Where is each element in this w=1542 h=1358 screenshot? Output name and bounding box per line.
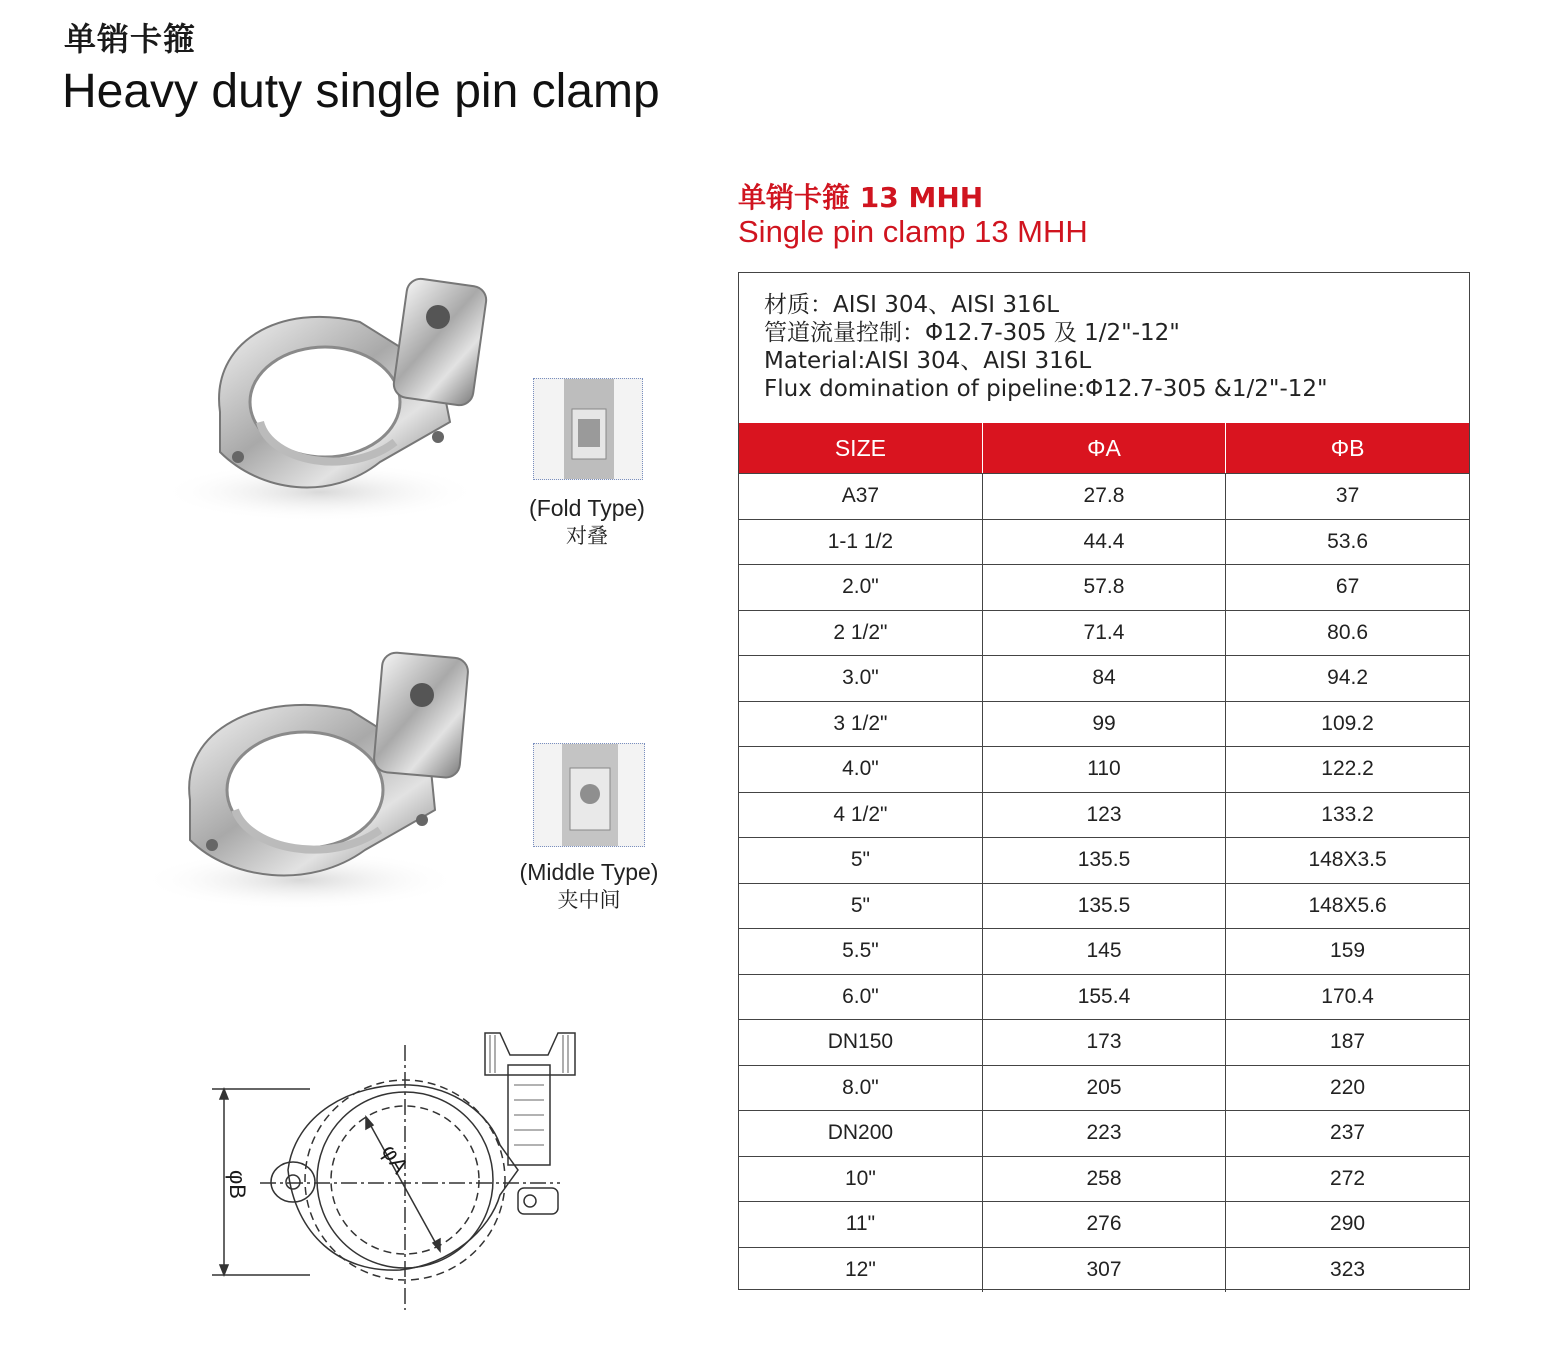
column-header-diameter-b: ΦB (1226, 423, 1469, 474)
product-title: Single pin clamp 13 MHH (738, 214, 1088, 249)
size-cell: 4 1/2" (739, 792, 982, 838)
size-cell: 3.0" (739, 656, 982, 702)
diameter-a-cell: 276 (982, 1202, 1225, 1248)
diameter-b-cell: 187 (1226, 1020, 1469, 1066)
size-cell: 2 1/2" (739, 610, 982, 656)
table-row (739, 883, 1469, 929)
diameter-a-cell: 155.4 (982, 974, 1225, 1020)
table-row (739, 1202, 1469, 1248)
diameter-a-cell: 205 (982, 1065, 1225, 1111)
size-cell: 4.0" (739, 747, 982, 793)
fold-type-label: (Fold Type) (529, 495, 645, 521)
table-row (739, 656, 1469, 702)
diameter-b-cell: 122.2 (1226, 747, 1469, 793)
column-header-diameter-a: ΦA (982, 423, 1225, 474)
diameter-b-cell: 323 (1330, 1257, 1366, 1281)
table-row (739, 519, 1469, 565)
column-header-size: SIZE (739, 423, 982, 474)
diameter-a-cell: 307 (982, 1247, 1225, 1292)
size-cell: 10" (739, 1156, 982, 1202)
page-title-chinese: 单销卡箍 (64, 20, 197, 58)
spec-line-flux-en: Flux domination of pipeline:Φ12.7-305 &1/2"-12" (764, 376, 1328, 402)
middle-type-detail-thumbnail (533, 743, 645, 847)
diameter-a-cell: 110 (982, 747, 1225, 793)
diameter-a-cell: 173 (982, 1020, 1225, 1066)
diameter-b-label: φB (225, 1170, 250, 1199)
diameter-b-cell: 170.4 (1226, 974, 1469, 1020)
table-row (739, 792, 1469, 838)
size-cell: 5.5" (739, 929, 982, 975)
diameter-a-cell: 223 (982, 1111, 1225, 1157)
size-cell: 5" (739, 838, 982, 884)
size-cell: 12" (739, 1247, 982, 1292)
size-cell: 1-1 1/2 (739, 519, 982, 565)
page-title: Heavy duty single pin clamp (62, 65, 660, 118)
diameter-b-cell: 94.2 (1226, 656, 1469, 702)
diameter-b-cell: 109.2 (1226, 701, 1469, 747)
size-table (739, 423, 1469, 1292)
spec-line-material-cn: 材质：AISI 304、AISI 316L (764, 292, 1060, 318)
diameter-a-cell: 135.5 (982, 838, 1225, 884)
size-cell: 11" (739, 1202, 982, 1248)
product-title-chinese: 单销卡箍 13 MHH (738, 181, 984, 214)
diameter-b-cell: 290 (1226, 1202, 1469, 1248)
table-body (739, 474, 1469, 1293)
clamp-photo-fold-type (150, 262, 500, 532)
diameter-a-label: φA (376, 1140, 414, 1178)
diameter-a-cell: 145 (982, 929, 1225, 975)
diameter-a-cell: 84 (982, 656, 1225, 702)
diameter-a-cell: 57.8 (982, 565, 1225, 611)
table-row (739, 610, 1469, 656)
size-cell: DN200 (739, 1111, 982, 1157)
diameter-a-cell: 99 (982, 701, 1225, 747)
table-row (739, 1065, 1469, 1111)
size-cell: 2.0" (739, 565, 982, 611)
middle-type-caption (497, 858, 681, 914)
middle-type-label: (Middle Type) (519, 859, 659, 885)
diameter-b-cell: 148X3.5 (1226, 838, 1469, 884)
table-row (739, 565, 1469, 611)
size-cell: 8.0" (739, 1065, 982, 1111)
size-cell: DN150 (739, 1020, 982, 1066)
diameter-a-cell: 258 (982, 1156, 1225, 1202)
fold-type-caption (502, 494, 672, 550)
fold-type-label-chinese: 对叠 (566, 524, 608, 548)
diameter-a-cell: 27.8 (982, 474, 1225, 520)
table-row (739, 838, 1469, 884)
middle-type-label-chinese: 夹中间 (557, 888, 621, 912)
clamp-photo-middle-type (130, 640, 480, 920)
table-row (739, 1020, 1469, 1066)
size-cell: 5" (739, 883, 982, 929)
table-row (739, 929, 1469, 975)
diameter-b-cell: 37 (1226, 474, 1469, 520)
table-row (739, 474, 1469, 520)
table-row (739, 701, 1469, 747)
diameter-b-cell: 272 (1226, 1156, 1469, 1202)
fold-type-detail-thumbnail (533, 378, 643, 480)
specification-panel (738, 272, 1470, 1290)
diameter-a-cell: 135.5 (982, 883, 1225, 929)
size-cell: 3 1/2" (739, 701, 982, 747)
diameter-b-cell: 80.6 (1226, 610, 1469, 656)
diameter-b-cell: 148X5.6 (1226, 883, 1469, 929)
diameter-a-cell: 44.4 (982, 519, 1225, 565)
size-cell: 6.0" (739, 974, 982, 1020)
diameter-b-cell: 53.6 (1226, 519, 1469, 565)
diameter-a-cell: 71.4 (982, 610, 1225, 656)
diameter-b-cell: 220 (1226, 1065, 1469, 1111)
diameter-a-cell: 123 (982, 792, 1225, 838)
spec-line-material-en: Material:AISI 304、AISI 316L (764, 348, 1092, 374)
table-row (739, 1156, 1469, 1202)
diameter-b-cell: 133.2 (1226, 792, 1469, 838)
material-specs (764, 291, 1328, 403)
table-row (739, 747, 1469, 793)
diameter-b-cell: 67 (1226, 565, 1469, 611)
diameter-b-cell: 237 (1226, 1111, 1469, 1157)
table-header-row (739, 423, 1469, 474)
table-row (739, 974, 1469, 1020)
size-cell: A37 (739, 474, 982, 520)
table-row (739, 1247, 1469, 1292)
spec-line-flux-cn: 管道流量控制：Φ12.7-305 及 1/2"-12" (764, 320, 1180, 346)
diameter-b-cell: 159 (1226, 929, 1469, 975)
table-row (739, 1111, 1469, 1157)
